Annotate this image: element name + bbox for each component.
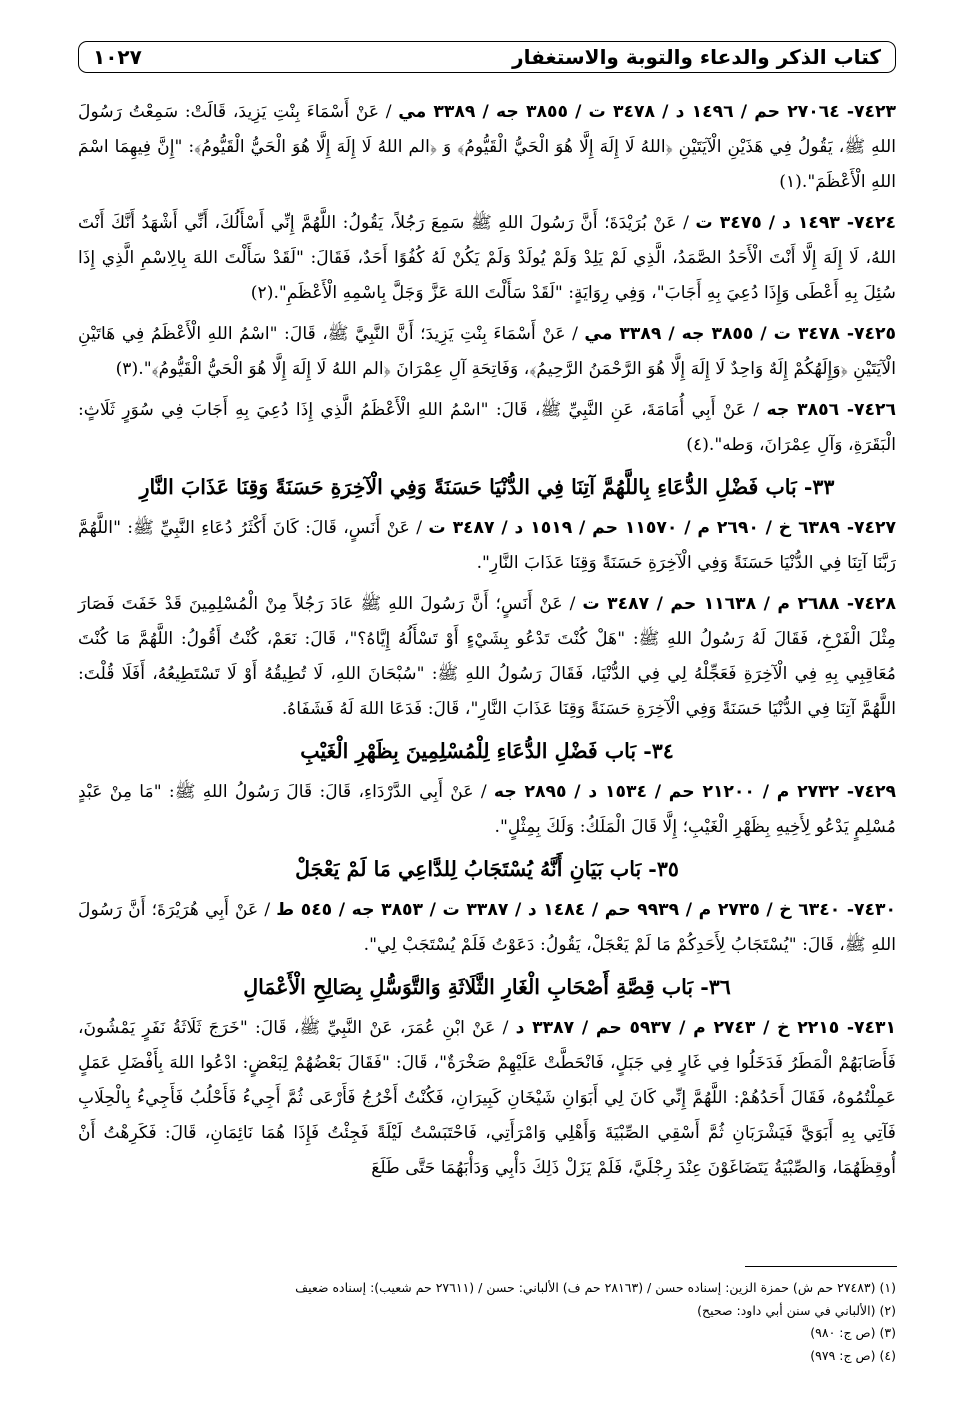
footnote-divider <box>745 1266 897 1267</box>
book-title: كتاب الذكر والدعاء والتوبة والاستغفار <box>512 45 881 69</box>
hadith-text: / عَنْ أَنَسٍ، قَالَ: كَانَ أَكْثَرُ دُعَاءِ النَّبِيِّ ﷺ: "اللَّهُمَّ رَبَّنَا آتِنَا فِي الدُّنْيَا حَسَنَةً وَفِي الْآخِرَةِ حَسَنَةً وَقِنَا عَذَابَ النَّارِ". <box>78 518 896 573</box>
hadith-7429 <box>78 775 896 845</box>
hadith-text: / عَنْ بُرَيْدَةَ؛ أَنَّ رَسُولَ اللهِ ﷺ سَمِعَ رَجُلاً، يَقُولُ: اللَّهُمَّ إِنِّي أَسْأَلُكَ، أَنِّي أَشْهَدُ أَنَّكَ أَنْتَ اللهُ، لَا إِلَهَ إِلَّا أَنْتَ الْأَحَدُ الصَّمَدُ، الَّذِي لَمْ يَلِدْ وَلَمْ يُولَدْ وَلَمْ يَكُنْ لَهُ كُفُوًا أَحَدٌ، فَقَالَ: "لَقَدْ سَأَلْتَ اللهَ بِالِاسْمِ الَّذِي إِذَا سُئِلَ بِهِ أَعْطَى وَإِذَا دُعِيَ بِهِ أَجَابَ"، وَفِي رِوَايَةٍ: "لَقَدْ سَأَلْتَ اللهَ عَزَّ وَجَلَّ بِاسْمِهِ الْأَعْظَمِ".(٢) <box>78 213 896 303</box>
main-text <box>78 95 896 1192</box>
footnote-3: (٣) (ص ج: ٩٨٠) <box>810 1325 896 1340</box>
hadith-7427 <box>78 511 896 581</box>
hadith-reference: ٧٤٢٧- ٦٣٨٩ خ / ٢٦٩٠ م / ١١٥٧٠ حم / ١٥١٩ د / ٣٤٨٧ ت <box>428 518 896 538</box>
hadith-7430 <box>78 893 896 963</box>
footnote-4: (٤) (ص ج: ٩٧٩) <box>810 1347 896 1363</box>
chapter-heading-33: ٣٣- بَاب فَضْلِ الدُّعَاءِ بِاللَّهُمَّ آتِنَا فِي الدُّنْيَا حَسَنَةً وَفِي الْآخِرَةِ حَسَنَةً وَقِنَا عَذَابَ النَّارِ <box>139 475 835 499</box>
hadith-reference: ٧٤٣١- ٢٢١٥ خ / ٢٧٤٣ م / ٥٩٣٧ حم / ٣٣٨٧ د <box>515 1018 897 1038</box>
hadith-7428 <box>78 587 896 727</box>
hadith-reference: ٧٤٢٩- ٢٧٣٢ م / ٢١٢٠٠ حم / ١٥٣٤ د / ٢٨٩٥ جه <box>493 782 897 802</box>
hadith-7425 <box>78 317 896 387</box>
page-header <box>78 41 896 73</box>
chapter-heading-36: ٣٦- بَاب قِصَّةِ أَصْحَابِ الْغَارِ الثَّلَاثَةِ وَالتَّوَسُّلِ بِصَالِحِ الْأَعْمَالِ <box>243 975 731 999</box>
hadith-reference: ٧٤٢٥- ٣٤٧٨ ت / ٣٨٥٥ جه / ٣٣٨٩ مي <box>584 324 896 344</box>
page-number: ١٠٢٧ <box>93 45 142 69</box>
hadith-7424 <box>78 206 896 311</box>
hadith-text: / عَنْ ابْنِ عُمَرَ، عَنْ النَّبِيِّ ﷺ، قَالَ: "خَرَجَ ثَلَاثَةُ نَفَرٍ يَمْشُونَ، فَأَصَابَهُمْ الْمَطَرُ فَدَخَلُوا فِي غَارٍ فِي جَبَلٍ، فَانْحَطَّتْ عَلَيْهِمْ صَخْرَةٌ"، قَالَ: "فَقَالَ بَعْضُهُمْ لِبَعْضٍ: ادْعُوا اللهَ بِأَفْضَلِ عَمَلٍ عَمِلْتُمُوهُ، فَقَالَ أَحَدُهُمْ: اللَّهُمَّ إِنِّي كَانَ لِي أَبَوَانِ شَيْخَانِ كَبِيرَانِ، فَكُنْتُ أَخْرُجُ فَأَرْعَى ثُمَّ أَجِيءُ فَأَحْلُبُ فَأَجِيءُ بِالْحِلَابِ فَآتِي بِهِ أَبَوَيَّ فَيَشْرَبَانِ ثُمَّ أَسْقِي الصِّبْيَةَ وَأَهْلِي وَامْرَأَتِي، فَاحْتَبَسْتُ لَيْلَةً فَجِئْتُ فَإِذَا هُمَا نَائِمَانِ، قَالَ: فَكَرِهْتُ أَنْ أُوقِظَهُمَا، وَالصِّبْيَةُ يَتَضَاغَوْنَ عِنْدَ رِجْلَيَّ، فَلَمْ يَزَلْ ذَلِكَ دَأْبِي وَدَأْبَهُمَا حَتَّى طَلَعَ <box>78 1018 896 1178</box>
hadith-reference: ٧٤٣٠- ٦٣٤٠ خ / ٢٧٣٥ م / ٩٩٣٩ حم / ١٤٨٤ د / ٣٣٨٧ ت / ٣٨٥٣ جه / ٥٤٥ ط <box>276 900 896 920</box>
hadith-7426 <box>78 393 896 463</box>
hadith-7431 <box>78 1011 896 1186</box>
hadith-reference: ٧٤٢٨- ٢٦٨٨ م / ١١٦٣٨ حم / ٣٤٨٧ ت <box>582 594 896 614</box>
hadith-reference: ٧٤٢٤- ١٤٩٣ د / ٣٤٧٥ ت <box>695 213 896 233</box>
hadith-text: / عَنْ أَسْمَاءَ بِنْتِ يَزِيدَ، قَالَتْ: سَمِعْتُ رَسُولَ اللهِ ﷺ، يَقُولُ فِي هَذَيْنِ الْآيَتَيْنِ ﴿اللهُ لَا إِلَهَ إِلَّا هُوَ الْحَيُّ الْقَيُّومُ﴾ وَ ﴿الم اللهُ لَا إِلَهَ إِلَّا هُوَ الْحَيُّ الْقَيُّومُ﴾: "إِنَّ فِيهِمَا اسْمَ اللهِ الْأَعْظَمَ".(١) <box>78 102 896 192</box>
hadith-text: / عَنْ أَبِي الدَّرْدَاءِ، قَالَ: قَالَ رَسُولُ اللهِ ﷺ: "مَا مِنْ عَبْدٍ مُسْلِمٍ يَدْعُو لِأَخِيهِ بِظَهْرِ الْغَيْبِ؛ إِلَّا قَالَ الْمَلَكُ: وَلَكَ بِمِثْلٍ". <box>78 782 896 837</box>
footnotes <box>78 1277 896 1367</box>
footnote-1: (١) (٢٧٤٨٣ حم ش) حمزة الزين: إسناده حسن / (٢٨١٦٣ حم ف) الألباني: حسن / (٢٧٦١١ حم شعيب): إسناده ضعيف <box>295 1280 896 1295</box>
hadith-reference: ٧٤٢٦- ٣٨٥٦ جه <box>766 400 897 420</box>
chapter-heading-35: ٣٥- بَاب بَيَانِ أَنَّهُ يُسْتَجَابُ لِلدَّاعِي مَا لَمْ يَعْجَلْ <box>295 857 679 881</box>
hadith-text: / عَنْ أَبِي أُمَامَةَ، عَنِ النَّبِيِّ ﷺ، قَالَ: "اسْمُ اللهِ الْأَعْظَمُ الَّذِي إِذَا دُعِيَ بِهِ أَجَابَ فِي سُوَرٍ ثَلَاثٍ: الْبَقَرَةِ، وَآلِ عِمْرَانَ، وَطه".(٤) <box>78 400 896 455</box>
hadith-7423 <box>78 95 896 200</box>
hadith-reference: ٧٤٢٣- ٢٧٠٦٤ حم / ١٤٩٦ د / ٣٤٧٨ ت / ٣٨٥٥ جه / ٣٣٨٩ مي <box>398 102 896 122</box>
footnote-2: (٢) (الألباني في سنن أبي داود: صحيح) <box>697 1302 896 1318</box>
hadith-text: / عَنْ أَبِي هُرَيْرَةَ؛ أَنَّ رَسُولَ اللهِ ﷺ، قَالَ: "يُسْتَجَابُ لِأَحَدِكُمْ مَا لَمْ يَعْجَلْ، يَقُولُ: دَعَوْتُ فَلَمْ يُسْتَجَبْ لِي". <box>78 900 896 955</box>
chapter-heading-34: ٣٤- بَاب فَضْلِ الدُّعَاءِ لِلْمُسْلِمِينَ بِظَهْرِ الْغَيْبِ <box>300 739 674 763</box>
hadith-text: / عَنْ أَسْمَاءَ بِنْتِ يَزِيدَ؛ أَنَّ النَّبِيَّ ﷺ، قَالَ: "اسْمُ اللهِ الْأَعْظَمُ فِي هَاتَيْنِ الْآيَتَيْنِ ﴿وَإِلَهُكُمْ إِلَهٌ وَاحِدٌ لَا إِلَهَ إِلَّا هُوَ الرَّحْمَنُ الرَّحِيمُ﴾، وَفَاتِحَةِ آلِ عِمْرَانَ ﴿الم اللهُ لَا إِلَهَ إِلَّا هُوَ الْحَيُّ الْقَيُّومُ﴾".(٣) <box>78 324 896 379</box>
hadith-text: / عَنْ أَنَسٍ؛ أَنَّ رَسُولَ اللهِ ﷺ عَادَ رَجُلاً مِنْ الْمُسْلِمِينَ قَدْ خَفَتَ فَصَارَ مِثْلَ الْفَرْخِ، فَقَالَ لَهُ رَسُولُ اللهِ ﷺ: "هَلْ كُنْتَ تَدْعُو بِشَيْءٍ أَوْ تَسْأَلُهُ إِيَّاهُ؟"، قَالَ: نَعَمْ، كُنْتُ أَقُولُ: اللَّهُمَّ مَا كُنْتَ مُعَاقِبِي بِهِ فِي الْآخِرَةِ فَعَجِّلْهُ لِي فِي الدُّنْيَا، فَقَالَ رَسُولُ اللهِ ﷺ: "سُبْحَانَ اللهِ، لَا تُطِيقُهُ أَوْ لَا تَسْتَطِيعُهُ، أَفَلَا قُلْتَ: اللَّهُمَّ آتِنَا فِي الدُّنْيَا حَسَنَةً وَفِي الْآخِرَةِ حَسَنَةً وَقِنَا عَذَابَ النَّارِ"، قَالَ: فَدَعَا اللهَ لَهُ فَشَفَاهُ. <box>78 594 896 719</box>
